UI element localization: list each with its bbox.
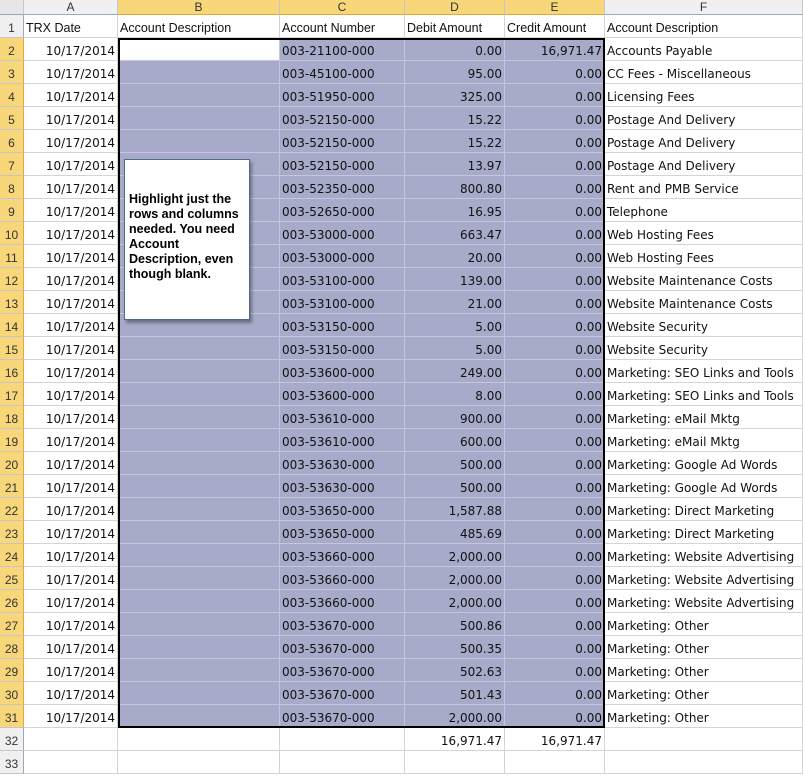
cell-b2[interactable]: [118, 38, 280, 61]
column-header-f[interactable]: F: [605, 0, 803, 15]
cell-b17[interactable]: [118, 383, 280, 406]
cell-c13[interactable]: 003-53100-000: [280, 291, 405, 314]
row-header-29[interactable]: 29: [0, 659, 24, 682]
cell-e8[interactable]: 0.00: [505, 176, 605, 199]
cell-e16[interactable]: 0.00: [505, 360, 605, 383]
cell-c32[interactable]: [280, 728, 405, 751]
row-header-5[interactable]: 5: [0, 107, 24, 130]
cell-b27[interactable]: [118, 613, 280, 636]
header-cell-c[interactable]: Account Number: [280, 15, 405, 38]
cell-d27[interactable]: 500.86: [405, 613, 505, 636]
cell-a15[interactable]: 10/17/2014: [24, 337, 118, 360]
cell-e17[interactable]: 0.00: [505, 383, 605, 406]
cell-d23[interactable]: 485.69: [405, 521, 505, 544]
row-header-4[interactable]: 4: [0, 84, 24, 107]
cell-e25[interactable]: 0.00: [505, 567, 605, 590]
cell-b16[interactable]: [118, 360, 280, 383]
cell-f26[interactable]: Marketing: Website Advertising: [605, 590, 803, 613]
cell-f22[interactable]: Marketing: Direct Marketing: [605, 498, 803, 521]
cell-c7[interactable]: 003-52150-000: [280, 153, 405, 176]
cell-b28[interactable]: [118, 636, 280, 659]
cell-d11[interactable]: 20.00: [405, 245, 505, 268]
cell-a18[interactable]: 10/17/2014: [24, 406, 118, 429]
cell-e31[interactable]: 0.00: [505, 705, 605, 728]
cell-c5[interactable]: 003-52150-000: [280, 107, 405, 130]
cell-f5[interactable]: Postage And Delivery: [605, 107, 803, 130]
cell-b23[interactable]: [118, 521, 280, 544]
row-header-22[interactable]: 22: [0, 498, 24, 521]
row-header-26[interactable]: 26: [0, 590, 24, 613]
cell-a19[interactable]: 10/17/2014: [24, 429, 118, 452]
cell-e20[interactable]: 0.00: [505, 452, 605, 475]
cell-a29[interactable]: 10/17/2014: [24, 659, 118, 682]
column-header-d[interactable]: D: [405, 0, 505, 15]
cell-d10[interactable]: 663.47: [405, 222, 505, 245]
row-header-33[interactable]: 33: [0, 751, 24, 774]
cell-e15[interactable]: 0.00: [505, 337, 605, 360]
cell-f13[interactable]: Website Maintenance Costs: [605, 291, 803, 314]
cell-a31[interactable]: 10/17/2014: [24, 705, 118, 728]
cell-c21[interactable]: 003-53630-000: [280, 475, 405, 498]
row-header-14[interactable]: 14: [0, 314, 24, 337]
cell-c29[interactable]: 003-53670-000: [280, 659, 405, 682]
cell-d32[interactable]: 16,971.47: [405, 728, 505, 751]
cell-a27[interactable]: 10/17/2014: [24, 613, 118, 636]
cell-e24[interactable]: 0.00: [505, 544, 605, 567]
cell-e14[interactable]: 0.00: [505, 314, 605, 337]
cell-d19[interactable]: 600.00: [405, 429, 505, 452]
cell-b31[interactable]: [118, 705, 280, 728]
row-header-7[interactable]: 7: [0, 153, 24, 176]
header-cell-e[interactable]: Credit Amount: [505, 15, 605, 38]
cell-c12[interactable]: 003-53100-000: [280, 268, 405, 291]
cell-c10[interactable]: 003-53000-000: [280, 222, 405, 245]
cell-b18[interactable]: [118, 406, 280, 429]
cell-c27[interactable]: 003-53670-000: [280, 613, 405, 636]
cell-f2[interactable]: Accounts Payable: [605, 38, 803, 61]
cell-a26[interactable]: 10/17/2014: [24, 590, 118, 613]
cell-f14[interactable]: Website Security: [605, 314, 803, 337]
row-header-9[interactable]: 9: [0, 199, 24, 222]
row-header-19[interactable]: 19: [0, 429, 24, 452]
cell-e6[interactable]: 0.00: [505, 130, 605, 153]
cell-d4[interactable]: 325.00: [405, 84, 505, 107]
cell-f9[interactable]: Telephone: [605, 199, 803, 222]
cell-e26[interactable]: 0.00: [505, 590, 605, 613]
cell-b21[interactable]: [118, 475, 280, 498]
row-header-28[interactable]: 28: [0, 636, 24, 659]
cell-e23[interactable]: 0.00: [505, 521, 605, 544]
row-header-23[interactable]: 23: [0, 521, 24, 544]
cell-a30[interactable]: 10/17/2014: [24, 682, 118, 705]
cell-c22[interactable]: 003-53650-000: [280, 498, 405, 521]
row-header-32[interactable]: 32: [0, 728, 24, 751]
row-header-10[interactable]: 10: [0, 222, 24, 245]
cell-a25[interactable]: 10/17/2014: [24, 567, 118, 590]
cell-b6[interactable]: [118, 130, 280, 153]
cell-e19[interactable]: 0.00: [505, 429, 605, 452]
cell-f11[interactable]: Web Hosting Fees: [605, 245, 803, 268]
cell-c30[interactable]: 003-53670-000: [280, 682, 405, 705]
cell-d18[interactable]: 900.00: [405, 406, 505, 429]
cell-d3[interactable]: 95.00: [405, 61, 505, 84]
cell-f12[interactable]: Website Maintenance Costs: [605, 268, 803, 291]
cell-d30[interactable]: 501.43: [405, 682, 505, 705]
cell-c3[interactable]: 003-45100-000: [280, 61, 405, 84]
cell-f15[interactable]: Website Security: [605, 337, 803, 360]
row-header-17[interactable]: 17: [0, 383, 24, 406]
cell-f20[interactable]: Marketing: Google Ad Words: [605, 452, 803, 475]
cell-c28[interactable]: 003-53670-000: [280, 636, 405, 659]
cell-e27[interactable]: 0.00: [505, 613, 605, 636]
cell-f32[interactable]: [605, 728, 803, 751]
cell-a11[interactable]: 10/17/2014: [24, 245, 118, 268]
cell-a20[interactable]: 10/17/2014: [24, 452, 118, 475]
header-cell-f[interactable]: Account Description: [605, 15, 803, 38]
cell-a4[interactable]: 10/17/2014: [24, 84, 118, 107]
cell-e21[interactable]: 0.00: [505, 475, 605, 498]
row-header-13[interactable]: 13: [0, 291, 24, 314]
cell-f17[interactable]: Marketing: SEO Links and Tools: [605, 383, 803, 406]
cell-c2[interactable]: 003-21100-000: [280, 38, 405, 61]
cell-b3[interactable]: [118, 61, 280, 84]
cell-f18[interactable]: Marketing: eMail Mktg: [605, 406, 803, 429]
cell-c15[interactable]: 003-53150-000: [280, 337, 405, 360]
cell-c31[interactable]: 003-53670-000: [280, 705, 405, 728]
cell-b19[interactable]: [118, 429, 280, 452]
cell-f10[interactable]: Web Hosting Fees: [605, 222, 803, 245]
cell-c25[interactable]: 003-53660-000: [280, 567, 405, 590]
cell-a33[interactable]: [24, 751, 118, 774]
cell-d25[interactable]: 2,000.00: [405, 567, 505, 590]
cell-e9[interactable]: 0.00: [505, 199, 605, 222]
row-header-16[interactable]: 16: [0, 360, 24, 383]
cell-d31[interactable]: 2,000.00: [405, 705, 505, 728]
cell-a14[interactable]: 10/17/2014: [24, 314, 118, 337]
cell-f7[interactable]: Postage And Delivery: [605, 153, 803, 176]
cell-a8[interactable]: 10/17/2014: [24, 176, 118, 199]
cell-b30[interactable]: [118, 682, 280, 705]
cell-d12[interactable]: 139.00: [405, 268, 505, 291]
cell-c33[interactable]: [280, 751, 405, 774]
header-cell-b[interactable]: Account Description: [118, 15, 280, 38]
cell-d21[interactable]: 500.00: [405, 475, 505, 498]
cell-c23[interactable]: 003-53650-000: [280, 521, 405, 544]
cell-a7[interactable]: 10/17/2014: [24, 153, 118, 176]
cell-d6[interactable]: 15.22: [405, 130, 505, 153]
row-header-27[interactable]: 27: [0, 613, 24, 636]
cell-f25[interactable]: Marketing: Website Advertising: [605, 567, 803, 590]
cell-a17[interactable]: 10/17/2014: [24, 383, 118, 406]
cell-d7[interactable]: 13.97: [405, 153, 505, 176]
row-header-2[interactable]: 2: [0, 38, 24, 61]
cell-f19[interactable]: Marketing: eMail Mktg: [605, 429, 803, 452]
row-header-8[interactable]: 8: [0, 176, 24, 199]
cell-c8[interactable]: 003-52350-000: [280, 176, 405, 199]
cell-f27[interactable]: Marketing: Other: [605, 613, 803, 636]
cell-a16[interactable]: 10/17/2014: [24, 360, 118, 383]
cell-e13[interactable]: 0.00: [505, 291, 605, 314]
row-header-11[interactable]: 11: [0, 245, 24, 268]
cell-c26[interactable]: 003-53660-000: [280, 590, 405, 613]
cell-d33[interactable]: [405, 751, 505, 774]
cell-b24[interactable]: [118, 544, 280, 567]
cell-c6[interactable]: 003-52150-000: [280, 130, 405, 153]
cell-f33[interactable]: [605, 751, 803, 774]
cell-e18[interactable]: 0.00: [505, 406, 605, 429]
cell-e10[interactable]: 0.00: [505, 222, 605, 245]
cell-c14[interactable]: 003-53150-000: [280, 314, 405, 337]
cell-a13[interactable]: 10/17/2014: [24, 291, 118, 314]
cell-e7[interactable]: 0.00: [505, 153, 605, 176]
cell-f8[interactable]: Rent and PMB Service: [605, 176, 803, 199]
cell-f16[interactable]: Marketing: SEO Links and Tools: [605, 360, 803, 383]
cell-f30[interactable]: Marketing: Other: [605, 682, 803, 705]
cell-d14[interactable]: 5.00: [405, 314, 505, 337]
cell-e11[interactable]: 0.00: [505, 245, 605, 268]
cell-f29[interactable]: Marketing: Other: [605, 659, 803, 682]
cell-c4[interactable]: 003-51950-000: [280, 84, 405, 107]
cell-a12[interactable]: 10/17/2014: [24, 268, 118, 291]
cell-f28[interactable]: Marketing: Other: [605, 636, 803, 659]
cell-b33[interactable]: [118, 751, 280, 774]
cell-b29[interactable]: [118, 659, 280, 682]
row-header-1[interactable]: 1: [0, 15, 24, 38]
cell-d9[interactable]: 16.95: [405, 199, 505, 222]
cell-d17[interactable]: 8.00: [405, 383, 505, 406]
row-header-3[interactable]: 3: [0, 61, 24, 84]
cell-b32[interactable]: [118, 728, 280, 751]
select-all-corner[interactable]: [0, 0, 24, 15]
row-header-30[interactable]: 30: [0, 682, 24, 705]
cell-d28[interactable]: 500.35: [405, 636, 505, 659]
cell-e2[interactable]: 16,971.47: [505, 38, 605, 61]
cell-b26[interactable]: [118, 590, 280, 613]
row-header-20[interactable]: 20: [0, 452, 24, 475]
cell-d15[interactable]: 5.00: [405, 337, 505, 360]
cell-e4[interactable]: 0.00: [505, 84, 605, 107]
row-header-12[interactable]: 12: [0, 268, 24, 291]
callout-note: Highlight just the rows and columns needed. You need Account Description, even though blank.: [124, 159, 250, 320]
cell-f21[interactable]: Marketing: Google Ad Words: [605, 475, 803, 498]
cell-e33[interactable]: [505, 751, 605, 774]
cell-d16[interactable]: 249.00: [405, 360, 505, 383]
cell-f23[interactable]: Marketing: Direct Marketing: [605, 521, 803, 544]
cell-b4[interactable]: [118, 84, 280, 107]
header-cell-d[interactable]: Debit Amount: [405, 15, 505, 38]
cell-a10[interactable]: 10/17/2014: [24, 222, 118, 245]
cell-e29[interactable]: 0.00: [505, 659, 605, 682]
cell-d29[interactable]: 502.63: [405, 659, 505, 682]
column-header-a[interactable]: A: [24, 0, 118, 15]
column-header-c[interactable]: C: [280, 0, 405, 15]
column-header-b[interactable]: B: [118, 0, 280, 15]
cell-d22[interactable]: 1,587.88: [405, 498, 505, 521]
cell-b5[interactable]: [118, 107, 280, 130]
cell-a24[interactable]: 10/17/2014: [24, 544, 118, 567]
column-header-e[interactable]: E: [505, 0, 605, 15]
row-header-25[interactable]: 25: [0, 567, 24, 590]
cell-a23[interactable]: 10/17/2014: [24, 521, 118, 544]
cell-f3[interactable]: CC Fees - Miscellaneous: [605, 61, 803, 84]
row-header-24[interactable]: 24: [0, 544, 24, 567]
cell-c19[interactable]: 003-53610-000: [280, 429, 405, 452]
cell-a28[interactable]: 10/17/2014: [24, 636, 118, 659]
cell-a2[interactable]: 10/17/2014: [24, 38, 118, 61]
cell-b20[interactable]: [118, 452, 280, 475]
cell-b25[interactable]: [118, 567, 280, 590]
cell-d24[interactable]: 2,000.00: [405, 544, 505, 567]
cell-e12[interactable]: 0.00: [505, 268, 605, 291]
cell-b15[interactable]: [118, 337, 280, 360]
cell-d8[interactable]: 800.80: [405, 176, 505, 199]
cell-e22[interactable]: 0.00: [505, 498, 605, 521]
row-header-31[interactable]: 31: [0, 705, 24, 728]
cell-a3[interactable]: 10/17/2014: [24, 61, 118, 84]
cell-c17[interactable]: 003-53600-000: [280, 383, 405, 406]
cell-d5[interactable]: 15.22: [405, 107, 505, 130]
cell-a32[interactable]: [24, 728, 118, 751]
cell-f31[interactable]: Marketing: Other: [605, 705, 803, 728]
cell-a21[interactable]: 10/17/2014: [24, 475, 118, 498]
cell-e3[interactable]: 0.00: [505, 61, 605, 84]
cell-f4[interactable]: Licensing Fees: [605, 84, 803, 107]
cell-e32[interactable]: 16,971.47: [505, 728, 605, 751]
header-cell-a[interactable]: TRX Date: [24, 15, 118, 38]
cell-e30[interactable]: 0.00: [505, 682, 605, 705]
cell-f6[interactable]: Postage And Delivery: [605, 130, 803, 153]
cell-c18[interactable]: 003-53610-000: [280, 406, 405, 429]
cell-c24[interactable]: 003-53660-000: [280, 544, 405, 567]
cell-d13[interactable]: 21.00: [405, 291, 505, 314]
row-header-15[interactable]: 15: [0, 337, 24, 360]
cell-c16[interactable]: 003-53600-000: [280, 360, 405, 383]
cell-d20[interactable]: 500.00: [405, 452, 505, 475]
row-header-6[interactable]: 6: [0, 130, 24, 153]
cell-a6[interactable]: 10/17/2014: [24, 130, 118, 153]
cell-d2[interactable]: 0.00: [405, 38, 505, 61]
row-header-18[interactable]: 18: [0, 406, 24, 429]
row-header-21[interactable]: 21: [0, 475, 24, 498]
cell-e5[interactable]: 0.00: [505, 107, 605, 130]
cell-c20[interactable]: 003-53630-000: [280, 452, 405, 475]
cell-b22[interactable]: [118, 498, 280, 521]
cell-a9[interactable]: 10/17/2014: [24, 199, 118, 222]
cell-c9[interactable]: 003-52650-000: [280, 199, 405, 222]
cell-a22[interactable]: 10/17/2014: [24, 498, 118, 521]
cell-a5[interactable]: 10/17/2014: [24, 107, 118, 130]
cell-e28[interactable]: 0.00: [505, 636, 605, 659]
cell-f24[interactable]: Marketing: Website Advertising: [605, 544, 803, 567]
cell-c11[interactable]: 003-53000-000: [280, 245, 405, 268]
cell-d26[interactable]: 2,000.00: [405, 590, 505, 613]
